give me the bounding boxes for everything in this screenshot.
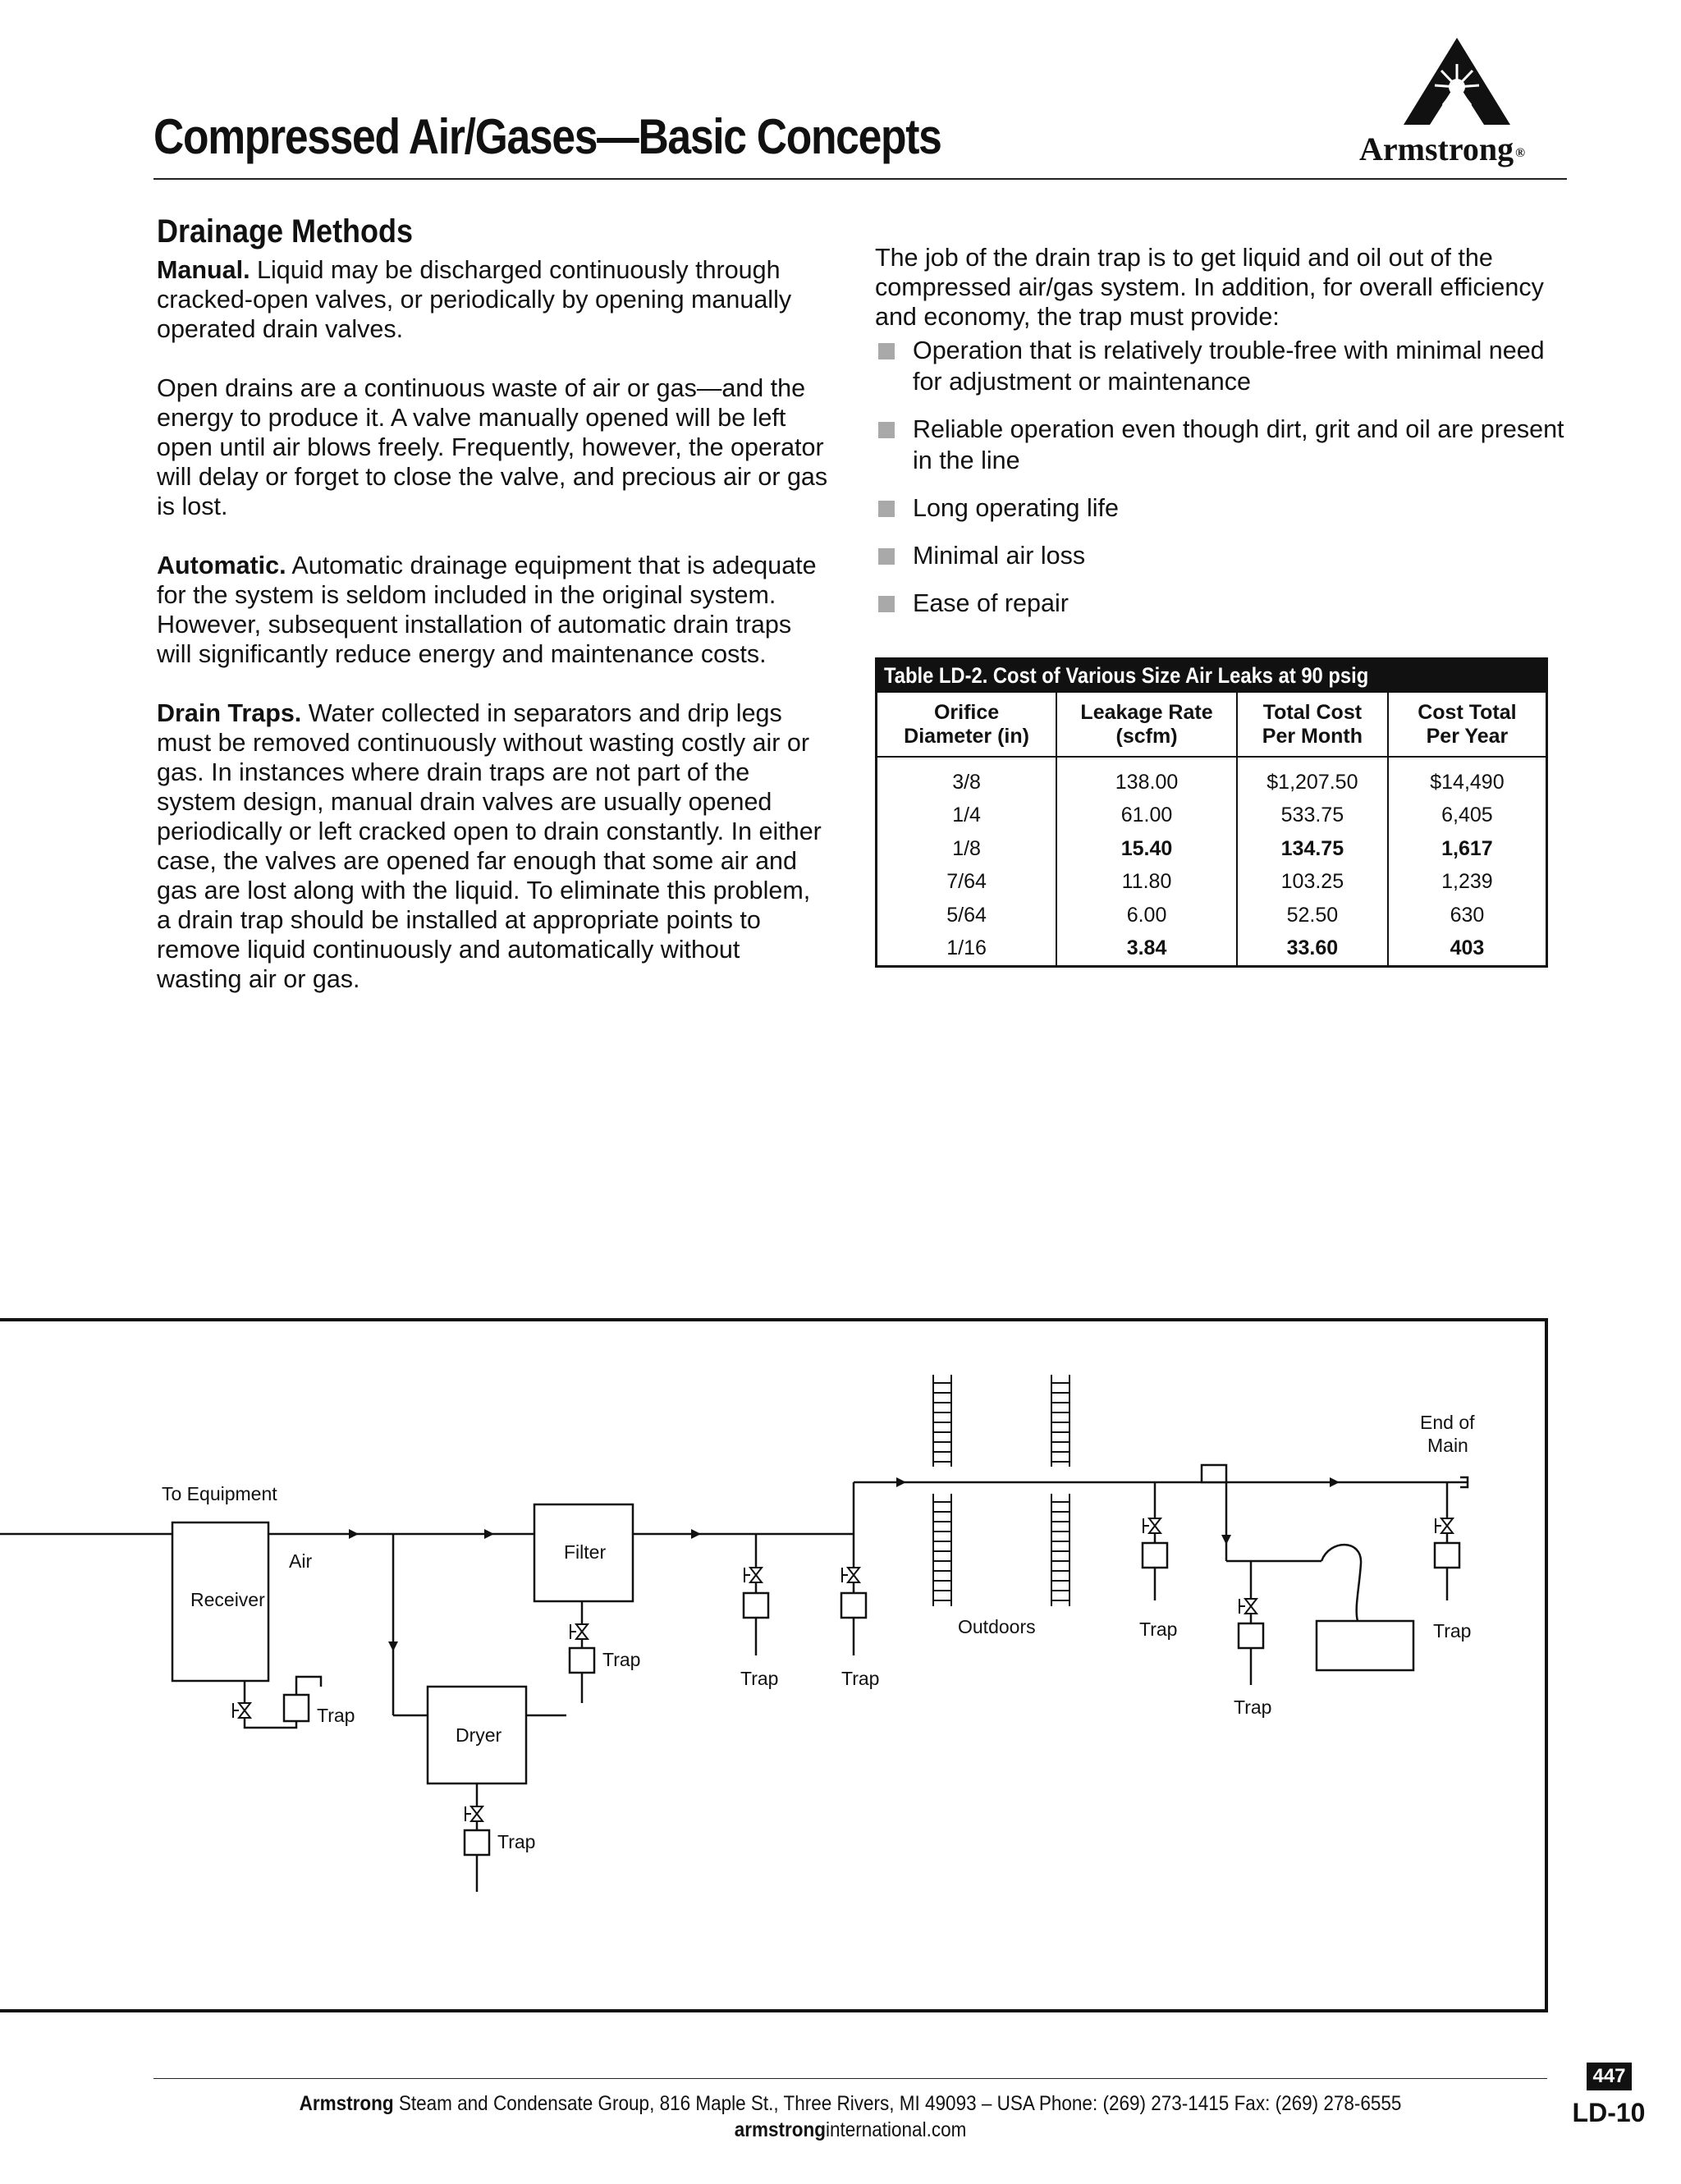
drain-valve-icon — [1239, 1599, 1257, 1614]
list-item: Long operating life — [875, 492, 1564, 524]
table-cell: 1/16 — [946, 936, 987, 960]
drain-traps-paragraph: Drain Traps. Water collected in separators and drip legs must be removed continuously without wasting costly air or gas. In instances where drain traps are not part of the system design, manual drain valves are usually opened periodically or left cracked open to drain constantly. In either case, the valves are opened far enough that some air and gas are lost along with the liquid. To eliminate this problem, a drain trap should be installed at appropriate points to remove liquid continuously and automatically without wasting air or gas. — [157, 699, 822, 993]
drain-valve-icon — [842, 1568, 859, 1582]
pipe — [296, 1677, 321, 1695]
bullet-square-icon — [878, 548, 895, 565]
open-drains-paragraph: Open drains are a continuous waste of air or gas—and the energy to produce it. A valve manually opened will be left open until air blows freely. Frequently, however, the operator will delay or forget to close the valve, and precious air or gas is lost. — [157, 374, 828, 520]
drain-valve-icon — [744, 1568, 762, 1582]
air-label: Air — [289, 1550, 313, 1572]
table-cell: 11.80 — [1056, 866, 1237, 900]
flex-hose — [1321, 1545, 1361, 1621]
drain-valve-icon — [570, 1624, 588, 1639]
table-cell: 15.40 — [1056, 832, 1237, 866]
table-cell: 61.00 — [1056, 799, 1237, 833]
filter-label: Filter — [564, 1541, 607, 1563]
compressed-air-system-diagram — [0, 1317, 1550, 2013]
armstrong-logo-text: Armstrong ® — [1359, 130, 1526, 167]
flow-arrow-icon — [896, 1477, 906, 1487]
flow-arrow-icon — [691, 1529, 701, 1539]
dryer-label: Dryer — [456, 1724, 502, 1746]
trap-icon — [1435, 1543, 1459, 1568]
table-row — [877, 757, 1546, 799]
table-cell: 138.00 — [1056, 757, 1237, 799]
table-cell: 1,617 — [1388, 832, 1546, 866]
wall-ladder-icon — [1051, 1375, 1070, 1606]
list-item: Reliable operation even though dirt, grit and oil are present in the line — [875, 414, 1564, 476]
table-cell: $14,490 — [1388, 757, 1546, 799]
page-number: 447 — [1587, 2063, 1632, 2090]
table-row — [877, 866, 1546, 900]
requirements-list — [875, 335, 1564, 619]
flow-arrow-icon — [484, 1529, 494, 1539]
table-cell: 33.60 — [1237, 932, 1388, 966]
bullet-square-icon — [878, 596, 895, 612]
trap-icon — [1239, 1623, 1263, 1648]
bullet-square-icon — [878, 343, 895, 359]
list-item: Minimal air loss — [875, 540, 1564, 571]
footer-address: Armstrong Steam and Condensate Group, 816 Maple St., Three Rivers, MI 49093 – USA Phone: (269) 273-1415 Fax: (269) 278-6555 armstronginternational.com — [299, 2092, 1402, 2141]
table-cell: 1,239 — [1388, 866, 1546, 900]
trap-label: Trap — [1139, 1619, 1178, 1640]
table-row — [877, 832, 1546, 866]
table-cell: 3.84 — [1056, 932, 1237, 966]
column-header: Cost Total Per Year — [1388, 693, 1546, 757]
trap-label: Trap — [497, 1831, 536, 1852]
receiver-label: Receiver — [190, 1589, 265, 1610]
trap-label: Trap — [317, 1705, 355, 1726]
table-cell: 1/4 — [952, 804, 981, 827]
drain-valve-icon — [465, 1806, 483, 1821]
to-equipment-label: To Equipment — [162, 1483, 277, 1504]
table-cell: 6.00 — [1056, 899, 1237, 932]
list-item: Operation that is relatively trouble-free with minimal need for adjustment or maintenance — [875, 335, 1564, 397]
drain-valve-icon — [1143, 1518, 1161, 1533]
trap-icon — [744, 1593, 768, 1618]
table-cell: 1/8 — [952, 836, 981, 860]
branch-tee-icon — [1202, 1465, 1226, 1482]
table-cell: $1,207.50 — [1237, 757, 1388, 799]
outdoors-label: Outdoors — [958, 1616, 1036, 1637]
armstrong-logo-icon — [1395, 33, 1518, 131]
list-item: Ease of repair — [875, 588, 1564, 619]
table-cell: 134.75 — [1237, 832, 1388, 866]
table-cell: 3/8 — [952, 770, 981, 794]
table-caption: Table LD-2. Cost of Various Size Air Leaks at 90 psig — [877, 660, 1546, 693]
flow-arrow-icon — [349, 1529, 359, 1539]
right-column — [875, 243, 1564, 635]
trap-label: Trap — [740, 1668, 779, 1689]
trap-label: Trap — [602, 1649, 641, 1670]
trap-icon — [841, 1593, 866, 1618]
table-row — [877, 899, 1546, 932]
air-leak-cost-table — [875, 657, 1548, 968]
equipment-unit — [1317, 1621, 1413, 1670]
flow-arrow-icon — [388, 1641, 398, 1651]
automatic-paragraph: Automatic. Automatic drainage equipment that is adequate for the system is seldom included in the original system. However, subsequent installation of automatic drain traps will significantly reduce energy and maintenance costs. — [157, 552, 817, 668]
table-cell: 7/64 — [946, 870, 987, 894]
trap-label: Trap — [1234, 1696, 1272, 1718]
wall-ladder-icon — [933, 1375, 951, 1606]
drain-valve-icon — [233, 1703, 250, 1718]
trap-icon — [465, 1830, 489, 1855]
title-divider — [153, 178, 1567, 180]
table-cell: 533.75 — [1237, 799, 1388, 833]
end-of-main-label: End of — [1420, 1412, 1475, 1433]
trap-icon — [284, 1695, 309, 1721]
bullet-square-icon — [878, 501, 895, 517]
table-cell: 403 — [1388, 932, 1546, 966]
section-code: LD-10 — [1572, 2098, 1646, 2127]
table-cell: 6,405 — [1388, 799, 1546, 833]
end-of-main-label: Main — [1427, 1435, 1468, 1456]
table-cell: 103.25 — [1237, 866, 1388, 900]
table-cell: 5/64 — [946, 903, 987, 927]
page-title: Compressed Air/Gases—Basic Concepts — [153, 109, 941, 164]
section-heading: Drainage Methods — [157, 213, 414, 250]
table-cell: 52.50 — [1237, 899, 1388, 932]
column-header: Total Cost Per Month — [1237, 693, 1388, 757]
table-cell: 630 — [1388, 899, 1546, 932]
trap-label: Trap — [1433, 1620, 1472, 1641]
column-header: Leakage Rate (scfm) — [1056, 693, 1237, 757]
manual-paragraph: Manual. Liquid may be discharged continuously through cracked-open valves, or periodically by opening manually operated drain valves. — [157, 256, 792, 343]
drain-valve-icon — [1436, 1518, 1453, 1533]
table-row — [877, 799, 1546, 833]
flow-arrow-icon — [1221, 1535, 1231, 1545]
column-header: Orifice Diameter (in) — [877, 693, 1056, 757]
trap-label: Trap — [841, 1668, 880, 1689]
intro-paragraph: The job of the drain trap is to get liquid and oil out of the compressed air/gas system. In addition, for overall efficiency and economy, the trap must provide: — [875, 244, 1544, 331]
table-header-row — [877, 693, 1546, 757]
footer-divider — [153, 2078, 1547, 2079]
flow-arrow-icon — [1330, 1477, 1340, 1487]
trap-icon — [1143, 1543, 1167, 1568]
table-row — [877, 932, 1546, 966]
bullet-square-icon — [878, 422, 895, 438]
trap-icon — [570, 1648, 594, 1673]
left-column — [157, 213, 830, 1023]
